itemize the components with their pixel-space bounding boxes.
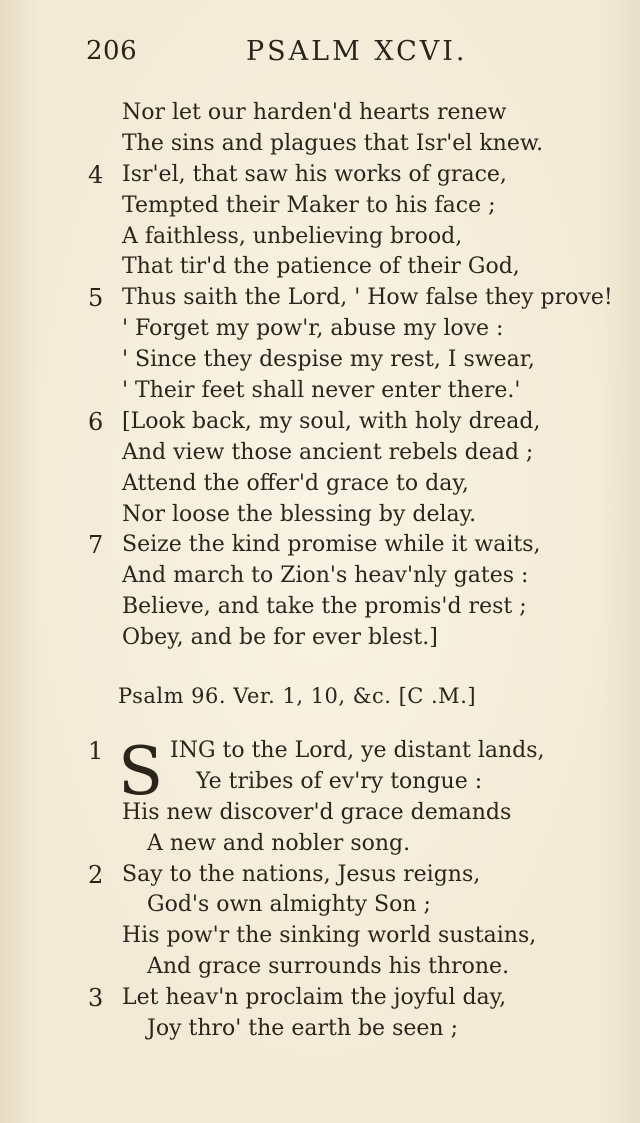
verse-text: Nor let our harden'd hearts renew (122, 100, 507, 125)
verse-line (0, 829, 640, 860)
verse-line (0, 469, 640, 500)
verse-text: Nor loose the blessing by delay. (122, 501, 477, 527)
verse-line (0, 623, 640, 654)
psalm-heading (0, 676, 640, 716)
verse-text: A new and nobler song. (147, 830, 411, 856)
verse-text: [Look back, my soul, with holy dread, (122, 408, 541, 434)
verse-text: And grace surrounds his throne. (147, 954, 510, 980)
verse-text: Believe, and take the promis'd rest ; (122, 594, 527, 620)
psalm-heading-text: Psalm 96. Ver. 1, 10, &c. [C .M.] (118, 684, 477, 709)
verse-text: Let heav'n proclaim the joyful day, (122, 985, 507, 1011)
verse-line (0, 283, 640, 314)
verse-text: The sins and plagues that Isr'el knew. (122, 130, 544, 156)
verse-text: Attend the offer'd grace to day, (122, 470, 469, 496)
verse-line (0, 438, 640, 469)
verse-body (0, 98, 640, 1045)
verse-number: 5 (88, 284, 104, 313)
verse-line (0, 921, 640, 952)
verse-text: Thus saith the Lord, ' How false they prove! (122, 285, 613, 311)
verse-line (0, 952, 640, 983)
verse-text: And view those ancient rebels dead ; (122, 439, 534, 465)
verse-line (0, 98, 640, 129)
verse-text: ING to the Lord, ye distant lands, (170, 738, 545, 764)
verse-number: 6 (88, 407, 104, 436)
verse-line (0, 767, 640, 798)
section-spacer (0, 716, 640, 736)
verse-number: 4 (88, 160, 104, 189)
verse-line (0, 222, 640, 253)
verse-line (0, 890, 640, 921)
verse-line (0, 376, 640, 407)
verse-line (0, 798, 640, 829)
verse-line (0, 129, 640, 160)
verse-text: ' Their feet shall never enter there.' (122, 378, 521, 404)
verse-line (0, 345, 640, 376)
verse-text: Seize the kind promise while it waits, (122, 532, 541, 558)
verse-number: 1 (88, 737, 104, 766)
verse-line (0, 530, 640, 561)
page-number: 206 (86, 36, 138, 66)
verse-line (0, 860, 640, 891)
running-title: PSALM XCVI. (246, 36, 468, 67)
verse-text: That tir'd the patience of their God, (122, 254, 520, 280)
page-header (0, 36, 640, 76)
verse-text: Say to the nations, Jesus reigns, (122, 861, 481, 887)
verse-text: A faithless, unbelieving brood, (122, 223, 463, 249)
verse-text: Isr'el, that saw his works of grace, (122, 161, 507, 187)
verse-line (0, 561, 640, 592)
drop-cap: S (118, 733, 164, 811)
verse-number: 2 (88, 860, 104, 889)
verse-line (0, 160, 640, 191)
verse-text: ' Forget my pow'r, abuse my love : (122, 316, 504, 342)
verse-text: And march to Zion's heav'nly gates : (122, 563, 529, 589)
verse-line (0, 314, 640, 345)
verse-line (0, 252, 640, 283)
section-spacer (0, 654, 640, 676)
verse-line (0, 592, 640, 623)
verse-text: ' Since they despise my rest, I swear, (122, 347, 535, 373)
verse-text: His new discover'd grace demands (122, 799, 512, 825)
verse-text: God's own almighty Son ; (147, 892, 431, 918)
verse-text: Tempted their Maker to his face ; (122, 192, 496, 218)
verse-line (0, 1014, 640, 1045)
verse-text: Ye tribes of ev'ry tongue : (196, 768, 483, 794)
verse-line (0, 407, 640, 438)
verse-line (0, 191, 640, 222)
verse-line (0, 983, 640, 1014)
verse-text: Obey, and be for ever blest.] (122, 625, 438, 651)
verse-text: His pow'r the sinking world sustains, (122, 923, 537, 949)
verse-text: Joy thro' the earth be seen ; (147, 1016, 458, 1042)
verse-line (0, 500, 640, 531)
verse-number: 3 (88, 984, 104, 1013)
verse-number: 7 (88, 531, 104, 560)
